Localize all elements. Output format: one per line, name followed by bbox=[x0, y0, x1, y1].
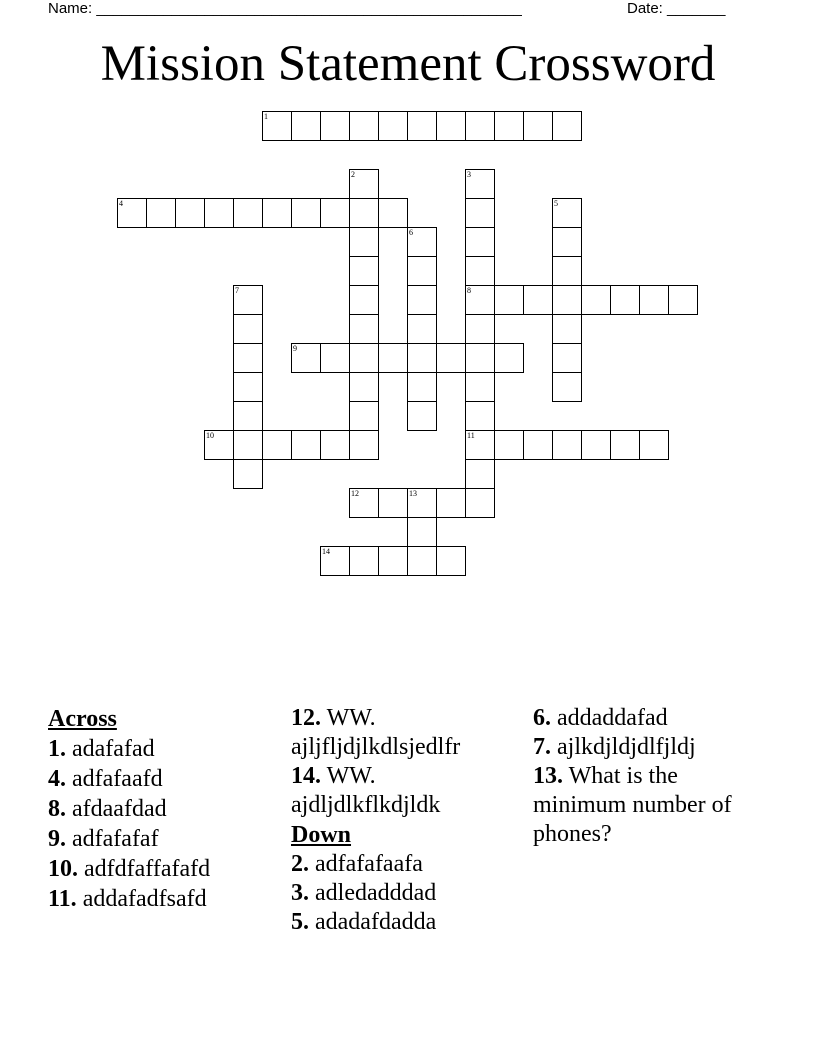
clue-down-7 bbox=[533, 733, 768, 762]
grid-cell[interactable] bbox=[523, 430, 553, 460]
cell-number: 12 bbox=[351, 489, 359, 498]
cell-number: 6 bbox=[409, 228, 413, 237]
grid-cell[interactable] bbox=[233, 401, 263, 431]
grid-cell[interactable] bbox=[610, 285, 640, 315]
cell-number: 11 bbox=[467, 431, 475, 440]
grid-cell[interactable] bbox=[494, 430, 524, 460]
grid-cell[interactable] bbox=[465, 169, 495, 199]
grid-cell[interactable] bbox=[407, 517, 437, 547]
grid-cell[interactable] bbox=[610, 430, 640, 460]
cell-number: 5 bbox=[554, 199, 558, 208]
clue-number: 14. bbox=[291, 763, 321, 789]
cell-number: 2 bbox=[351, 170, 355, 179]
grid-cell[interactable] bbox=[407, 401, 437, 431]
grid-cell[interactable] bbox=[494, 111, 524, 141]
clue-across-10 bbox=[48, 854, 283, 884]
clue-across-14 bbox=[291, 762, 526, 820]
grid-cell[interactable] bbox=[291, 430, 321, 460]
grid-cell[interactable] bbox=[349, 227, 379, 257]
cell-number: 9 bbox=[293, 344, 297, 353]
clue-number: 5. bbox=[291, 909, 309, 935]
grid-cell[interactable] bbox=[349, 430, 379, 460]
grid-cell[interactable] bbox=[436, 488, 466, 518]
grid-cell[interactable] bbox=[233, 343, 263, 373]
grid-cell[interactable] bbox=[465, 314, 495, 344]
clue-across-12 bbox=[291, 704, 526, 762]
clue-text: adafafad bbox=[72, 736, 155, 762]
grid-cell[interactable] bbox=[436, 546, 466, 576]
grid-cell[interactable] bbox=[465, 198, 495, 228]
grid-cell[interactable] bbox=[523, 111, 553, 141]
grid-cell[interactable] bbox=[349, 285, 379, 315]
grid-cell[interactable] bbox=[407, 546, 437, 576]
grid-cell[interactable] bbox=[204, 198, 234, 228]
clue-text: WW. ajljfljdjlkdlsjedlfr bbox=[291, 705, 461, 760]
grid-cell[interactable] bbox=[262, 430, 292, 460]
clue-text: WW. ajdljdlkflkdjldk bbox=[291, 763, 441, 818]
grid-cell[interactable] bbox=[233, 314, 263, 344]
grid-cell[interactable] bbox=[349, 256, 379, 286]
grid-cell[interactable] bbox=[668, 285, 698, 315]
grid-cell[interactable] bbox=[349, 372, 379, 402]
clue-number: 12. bbox=[291, 705, 321, 731]
grid-cell[interactable] bbox=[552, 372, 582, 402]
grid-cell[interactable] bbox=[233, 459, 263, 489]
grid-cell[interactable] bbox=[465, 343, 495, 373]
grid-cell[interactable] bbox=[639, 430, 669, 460]
grid-cell[interactable] bbox=[349, 401, 379, 431]
grid-cell[interactable] bbox=[465, 227, 495, 257]
clue-number: 8. bbox=[48, 796, 66, 822]
grid-cell[interactable] bbox=[349, 111, 379, 141]
cell-number: 14 bbox=[322, 547, 330, 556]
cell-number: 7 bbox=[235, 286, 239, 295]
grid-cell[interactable] bbox=[320, 343, 350, 373]
grid-cell[interactable] bbox=[407, 314, 437, 344]
clue-text: afdaafdad bbox=[72, 796, 167, 822]
across-heading: Across bbox=[48, 706, 117, 732]
grid-cell[interactable] bbox=[349, 198, 379, 228]
clue-text: adfafafaf bbox=[72, 826, 159, 852]
grid-cell[interactable] bbox=[407, 372, 437, 402]
grid-cell[interactable] bbox=[262, 111, 292, 141]
page-title: Mission Statement Crossword bbox=[100, 36, 716, 92]
clue-number: 3. bbox=[291, 880, 309, 906]
clues-column-1 bbox=[48, 704, 283, 914]
grid-cell[interactable] bbox=[349, 546, 379, 576]
clue-number: 7. bbox=[533, 734, 551, 760]
grid-cell[interactable] bbox=[378, 488, 408, 518]
clue-number: 6. bbox=[533, 705, 551, 731]
clue-number: 9. bbox=[48, 826, 66, 852]
grid-cell[interactable] bbox=[407, 256, 437, 286]
cell-number: 4 bbox=[119, 199, 123, 208]
grid-cell[interactable] bbox=[552, 343, 582, 373]
grid-cell[interactable] bbox=[291, 198, 321, 228]
grid-cell[interactable] bbox=[639, 285, 669, 315]
grid-cell[interactable] bbox=[465, 430, 495, 460]
grid-cell[interactable] bbox=[233, 198, 263, 228]
clue-across-11 bbox=[48, 884, 283, 914]
grid-cell[interactable] bbox=[204, 430, 234, 460]
grid-cell[interactable] bbox=[262, 198, 292, 228]
clue-across-8 bbox=[48, 794, 283, 824]
grid-cell[interactable] bbox=[552, 111, 582, 141]
clue-down-2 bbox=[291, 850, 526, 879]
clues-column-2 bbox=[291, 704, 526, 937]
clue-text: ajlkdjldjdlfjldj bbox=[557, 734, 696, 760]
clue-across-4 bbox=[48, 764, 283, 794]
cell-number: 13 bbox=[409, 489, 417, 498]
grid-cell[interactable] bbox=[349, 343, 379, 373]
grid-cell[interactable] bbox=[378, 546, 408, 576]
grid-cell[interactable] bbox=[465, 401, 495, 431]
grid-cell[interactable] bbox=[552, 256, 582, 286]
grid-cell[interactable] bbox=[465, 111, 495, 141]
grid-cell[interactable] bbox=[581, 430, 611, 460]
clues-column-3 bbox=[533, 704, 768, 849]
grid-cell[interactable] bbox=[494, 343, 524, 373]
grid-cell[interactable] bbox=[552, 430, 582, 460]
grid-cell[interactable] bbox=[494, 285, 524, 315]
grid-cell[interactable] bbox=[552, 285, 582, 315]
cell-number: 8 bbox=[467, 286, 471, 295]
name-field-label: Name: ___________________________________________________ bbox=[48, 0, 522, 17]
grid-cell[interactable] bbox=[465, 256, 495, 286]
grid-cell[interactable] bbox=[407, 488, 437, 518]
grid-cell[interactable] bbox=[378, 198, 408, 228]
grid-cell[interactable] bbox=[552, 314, 582, 344]
cell-number: 1 bbox=[264, 112, 268, 121]
clue-text: adledadddad bbox=[315, 880, 437, 906]
grid-cell[interactable] bbox=[465, 459, 495, 489]
grid-cell[interactable] bbox=[552, 227, 582, 257]
clue-text: adfafaafd bbox=[72, 766, 163, 792]
grid-cell[interactable] bbox=[407, 227, 437, 257]
grid-cell[interactable] bbox=[175, 198, 205, 228]
clue-down-6 bbox=[533, 704, 768, 733]
grid-cell[interactable] bbox=[291, 111, 321, 141]
grid-cell[interactable] bbox=[378, 111, 408, 141]
clue-down-13 bbox=[533, 762, 768, 849]
grid-cell[interactable] bbox=[233, 285, 263, 315]
clue-number: 11. bbox=[48, 886, 77, 912]
grid-cell[interactable] bbox=[436, 343, 466, 373]
clue-text: adfdfaffafafd bbox=[84, 856, 211, 882]
clue-across-9 bbox=[48, 824, 283, 854]
clue-number: 10. bbox=[48, 856, 78, 882]
grid-cell[interactable] bbox=[320, 198, 350, 228]
grid-cell[interactable] bbox=[233, 430, 263, 460]
grid-cell[interactable] bbox=[407, 285, 437, 315]
clue-number: 1. bbox=[48, 736, 66, 762]
clue-across-1 bbox=[48, 734, 283, 764]
grid-cell[interactable] bbox=[552, 198, 582, 228]
cell-number: 10 bbox=[206, 431, 214, 440]
grid-cell[interactable] bbox=[349, 314, 379, 344]
clue-text: addafadfsafd bbox=[82, 886, 207, 912]
grid-cell[interactable] bbox=[117, 198, 147, 228]
clue-text: What is the minimum number of phones? bbox=[533, 763, 732, 847]
date-field-label: Date: _______ bbox=[627, 0, 726, 17]
grid-cell[interactable] bbox=[320, 546, 350, 576]
cell-number: 3 bbox=[467, 170, 471, 179]
clue-number: 13. bbox=[533, 763, 563, 789]
grid-cell[interactable] bbox=[465, 285, 495, 315]
grid-cell[interactable] bbox=[581, 285, 611, 315]
grid-cell[interactable] bbox=[291, 343, 321, 373]
down-heading: Down bbox=[291, 822, 352, 848]
clue-down-3 bbox=[291, 879, 526, 908]
grid-cell[interactable] bbox=[465, 488, 495, 518]
clue-number: 4. bbox=[48, 766, 66, 792]
clue-text: adadafdadda bbox=[315, 909, 437, 935]
grid-cell[interactable] bbox=[349, 169, 379, 199]
grid-cell[interactable] bbox=[233, 372, 263, 402]
grid-cell[interactable] bbox=[320, 111, 350, 141]
clue-text: adfafafaafa bbox=[315, 851, 423, 877]
grid-cell[interactable] bbox=[407, 111, 437, 141]
grid-cell[interactable] bbox=[407, 343, 437, 373]
grid-cell[interactable] bbox=[523, 285, 553, 315]
clue-text: addaddafad bbox=[557, 705, 668, 731]
grid-cell[interactable] bbox=[349, 488, 379, 518]
clue-number: 2. bbox=[291, 851, 309, 877]
grid-cell[interactable] bbox=[320, 430, 350, 460]
grid-cell[interactable] bbox=[378, 343, 408, 373]
grid-cell[interactable] bbox=[146, 198, 176, 228]
clue-down-5 bbox=[291, 908, 526, 937]
grid-cell[interactable] bbox=[436, 111, 466, 141]
grid-cell[interactable] bbox=[465, 372, 495, 402]
